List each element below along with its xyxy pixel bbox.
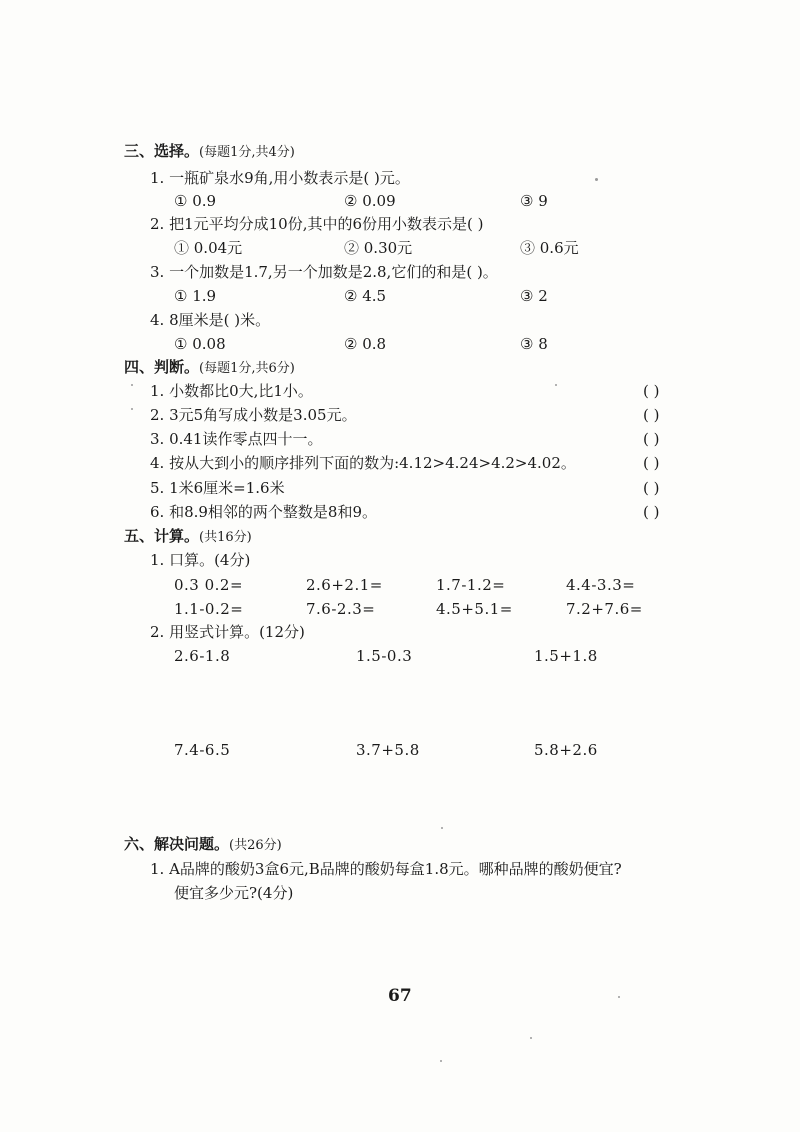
scan-speck bbox=[595, 178, 598, 181]
problem-1-line-1: 1. A品牌的酸奶3盒6元,B品牌的酸奶每盒1.8元。哪种品牌的酸奶便宜? bbox=[150, 860, 622, 878]
vertical-expr-5: 3.7+5.8 bbox=[356, 741, 420, 759]
q3-4-option-3: ③ 8 bbox=[520, 335, 548, 353]
q3-1-option-3: ③ 9 bbox=[520, 192, 548, 210]
q3-3-option-1: ① 1.9 bbox=[174, 287, 217, 305]
scan-speck bbox=[555, 384, 557, 386]
q3-3-text: 3. 一个加数是1.7,另一个加数是2.8,它们的和是( )。 bbox=[150, 263, 498, 281]
section-4-note: (每题1分,共6分) bbox=[199, 361, 295, 376]
scan-speck bbox=[441, 827, 443, 829]
section-3-note: (每题1分,共4分) bbox=[199, 145, 295, 160]
oral-calc-title: 1. 口算。(4分) bbox=[150, 551, 251, 569]
section-5-title: 五、计算。 bbox=[124, 527, 200, 545]
judge-answer-4: ( ) bbox=[643, 454, 660, 472]
q3-2-option-1: ① 0.04元 bbox=[174, 239, 243, 257]
judge-answer-5: ( ) bbox=[643, 479, 660, 497]
scan-speck bbox=[530, 1037, 532, 1039]
oral-expr-3: 1.7-1.2= bbox=[436, 576, 506, 594]
problem-1-line-2: 便宜多少元?(4分) bbox=[174, 884, 294, 902]
section-3-title: 三、选择。 bbox=[124, 142, 200, 160]
scan-speck bbox=[131, 384, 133, 386]
judge-item-5: 5. 1米6厘米=1.6米 bbox=[150, 479, 285, 497]
oral-expr-7: 4.5+5.1= bbox=[436, 600, 513, 618]
vertical-expr-6: 5.8+2.6 bbox=[534, 741, 598, 759]
scan-speck bbox=[440, 1060, 442, 1062]
q3-3-option-3: ③ 2 bbox=[520, 287, 548, 305]
section-3-heading bbox=[124, 141, 295, 163]
q3-4-option-1: ① 0.08 bbox=[174, 335, 226, 353]
q3-4-option-2: ② 0.8 bbox=[344, 335, 387, 353]
oral-expr-5: 1.1-0.2= bbox=[174, 600, 244, 618]
q3-1-option-2: ② 0.09 bbox=[344, 192, 396, 210]
vertical-expr-2: 1.5-0.3 bbox=[356, 647, 413, 665]
vertical-calc-title: 2. 用竖式计算。(12分) bbox=[150, 623, 305, 641]
q3-2-option-2: ② 0.30元 bbox=[344, 239, 413, 257]
vertical-expr-4: 7.4-6.5 bbox=[174, 741, 231, 759]
scan-speck bbox=[618, 996, 620, 998]
q3-3-option-2: ② 4.5 bbox=[344, 287, 387, 305]
judge-answer-1: ( ) bbox=[643, 382, 660, 400]
judge-item-6: 6. 和8.9相邻的两个整数是8和9。 bbox=[150, 503, 378, 521]
vertical-expr-1: 2.6-1.8 bbox=[174, 647, 231, 665]
judge-item-1: 1. 小数都比0大,比1小。 bbox=[150, 382, 313, 400]
section-6-title: 六、解决问题。 bbox=[124, 835, 230, 853]
oral-expr-2: 2.6+2.1= bbox=[306, 576, 383, 594]
judge-answer-2: ( ) bbox=[643, 406, 660, 424]
oral-expr-4: 4.4-3.3= bbox=[566, 576, 636, 594]
q3-2-option-3: ③ 0.6元 bbox=[520, 239, 579, 257]
oral-expr-6: 7.6-2.3= bbox=[306, 600, 376, 618]
oral-expr-8: 7.2+7.6= bbox=[566, 600, 643, 618]
section-6-heading bbox=[124, 834, 282, 856]
q3-1-option-1: ① 0.9 bbox=[174, 192, 217, 210]
judge-answer-6: ( ) bbox=[643, 503, 660, 521]
judge-item-3: 3. 0.41读作零点四十一。 bbox=[150, 430, 323, 448]
judge-answer-3: ( ) bbox=[643, 430, 660, 448]
section-5-note: (共16分) bbox=[199, 530, 252, 545]
section-4-title: 四、判断。 bbox=[124, 358, 200, 376]
page-number: 67 bbox=[388, 986, 412, 1006]
vertical-expr-3: 1.5+1.8 bbox=[534, 647, 598, 665]
q3-1-text: 1. 一瓶矿泉水9角,用小数表示是( )元。 bbox=[150, 169, 410, 187]
judge-item-2: 2. 3元5角写成小数是3.05元。 bbox=[150, 406, 357, 424]
judge-item-4: 4. 按从大到小的顺序排列下面的数为:4.12>4.24>4.2>4.02。 bbox=[150, 454, 576, 472]
section-4-heading bbox=[124, 357, 295, 379]
section-5-heading bbox=[124, 526, 252, 548]
section-6-note: (共26分) bbox=[229, 838, 282, 853]
oral-expr-1: 0.3 0.2= bbox=[174, 576, 244, 594]
q3-2-text: 2. 把1元平均分成10份,其中的6份用小数表示是( ) bbox=[150, 215, 484, 233]
q3-4-text: 4. 8厘米是( )米。 bbox=[150, 311, 271, 329]
scan-speck bbox=[131, 408, 133, 410]
